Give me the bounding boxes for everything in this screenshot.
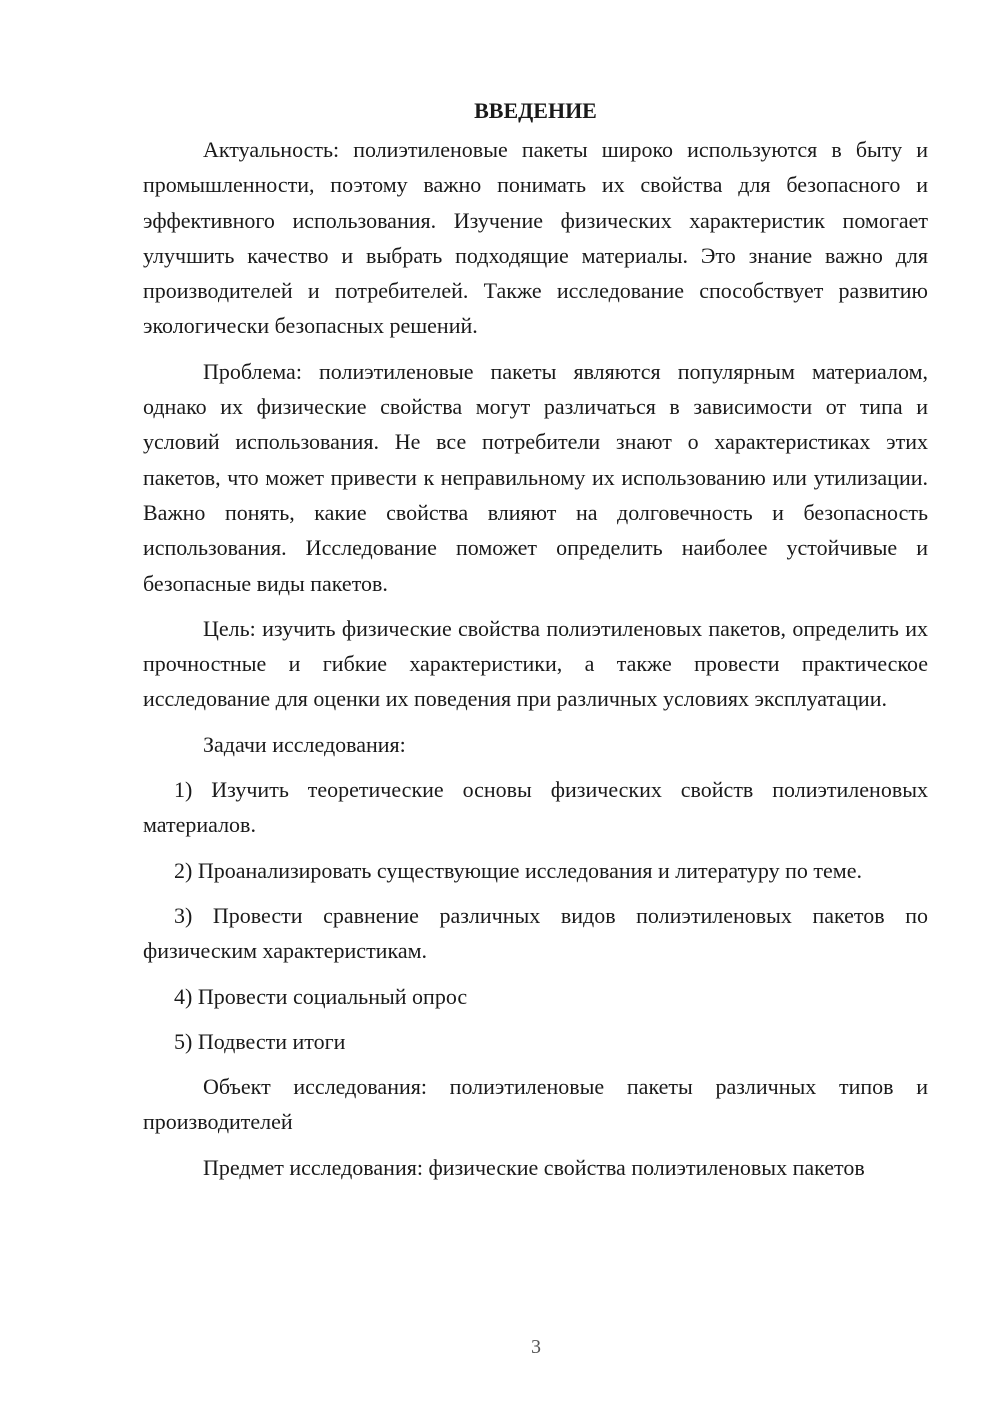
task-item-5: 5) Подвести итоги <box>174 1028 346 1054</box>
task-item-2: 2) Проанализировать существующие исследования и литературу по теме. <box>174 857 862 883</box>
object-paragraph: Объект исследования: полиэтиленовые пакеты различных типов и производителей <box>143 1074 928 1135</box>
relevance-paragraph: Актуальность: полиэтиленовые пакеты широко используются в быту и промышленности, поэтому важно понимать их свойства для безопасного и эффективного использования. Изучение физических характеристик помогает улучшить качество и выбрать подходящие материалы. Это знание важно для производителей и потребителей. Также исследование способствует развитию экологически безопасных решений. <box>143 137 928 339</box>
subject-paragraph: Предмет исследования: физические свойства полиэтиленовых пакетов <box>203 1154 865 1180</box>
task-item-4: 4) Провести социальный опрос <box>174 983 468 1009</box>
section-heading: ВВЕДЕНИЕ <box>474 98 597 123</box>
goal-paragraph: Цель: изучить физические свойства полиэтиленовых пакетов, определить их прочностные и гибкие характеристики, а также провести практическое исследование для оценки их поведения при различных условиях эксплуатации. <box>143 615 928 712</box>
task-item-3: 3) Провести сравнение различных видов полиэтиленовых пакетов по физическим характеристикам. <box>143 902 928 964</box>
page-content <box>143 96 928 1195</box>
task-item-1: 1) Изучить теоретические основы физических свойств полиэтиленовых материалов. <box>143 777 928 838</box>
problem-paragraph: Проблема: полиэтиленовые пакеты являются популярным материалом, однако их физические свойства могут различаться в зависимости от типа и условий использования. Не все потребители знают о характеристиках этих пакетов, что может привести к неправильному их использованию или утилизации. Важно понять, какие свойства влияют на долговечность и безопасность использования. Исследование поможет определить наиболее устойчивые и безопасные виды пакетов. <box>143 358 928 596</box>
tasks-title: Задачи исследования: <box>203 731 406 757</box>
page-number: 3 <box>531 1336 541 1358</box>
